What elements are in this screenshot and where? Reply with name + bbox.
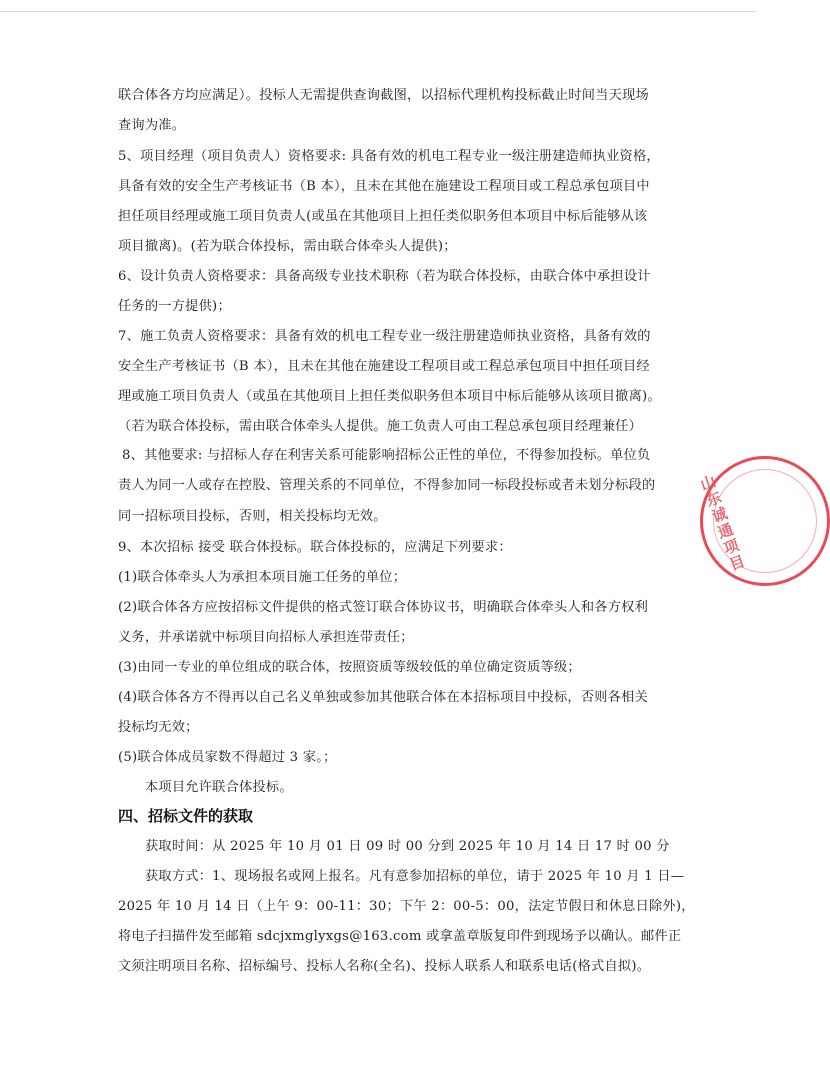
text-line: 项目撤离)。(若为联合体投标，需由联合体牵头人提供)； (118, 239, 457, 254)
text-line: (4)联合体各方不得再以自己名义单独或参加其他联合体在本招标项目中投标，否则各相关 (118, 690, 649, 705)
text-line: 5、项目经理（项目负责人）资格要求: 具备有效的机电工程专业一级注册建造师执业资格， (118, 149, 660, 164)
text-line: 9、本次招标 接受 联合体投标。联合体投标的，应满足下列要求： (118, 540, 512, 555)
text-line: 8、其他要求: 与招标人存在利害关系可能影响招标公正性的单位，不得参加投标。单位负 (122, 448, 651, 463)
text-line: 理或施工项目负责人（或虽在其他项目上担任类似职务但本项目中标后能够从该项目撤离)。 (118, 389, 661, 404)
section-heading: 四、招标文件的获取 (118, 807, 254, 825)
text-line: 担任项目经理或施工项目负责人(或虽在其他项目上担任类似职务但本项目中标后能够从该 (118, 209, 648, 224)
acquisition-line: 获取方式：1、现场报名或网上报名。凡有意参加招标的单位，请于 2025 年 10 月 1 日— (145, 869, 685, 884)
text-line: 本项目允许联合体投标。 (145, 780, 293, 795)
text-line: 同一招标项目投标，否则，相关投标均无效。 (118, 509, 387, 524)
acquisition-line: 2025 年 10 月 14 日（上午 9：00-11：30；下午 2：00-5：00，法定节假日和休息日除外)， (118, 899, 695, 914)
text-line: (5)联合体成员家数不得超过 3 家。； (118, 750, 337, 765)
text-line: 7、施工负责人资格要求：具备有效的机电工程专业一级注册建造师执业资格，具备有效的 (118, 329, 651, 344)
text-line: （若为联合体投标，需由联合体牵头人提供。施工负责人可由工程总承包项目经理兼任） (118, 419, 643, 434)
text-line: 6、设计负责人资格要求：具备高级专业技术职称（若为联合体投标，由联合体中承担设计 (118, 269, 651, 284)
page-top-border (0, 11, 756, 12)
acquisition-line: 将电子扫描件发至邮箱 sdcjxmglyxgs@163.com 或拿盖章版复印件到现场予以确认。邮件正 (118, 929, 682, 944)
text-line: 查询为准。 (118, 118, 186, 133)
text-line: 任务的一方提供)； (118, 299, 231, 314)
text-line: 安全生产考核证书（B 本），且未在其他在施建设工程项目或工程总承包项目中担任项目经 (118, 359, 650, 374)
red-seal-stamp (697, 456, 830, 586)
text-line: 具备有效的安全生产考核证书（B 本），且未在其他在施建设工程项目或工程总承包项目中 (118, 179, 650, 194)
acquisition-line: 获取时间：从 2025 年 10 月 01 日 09 时 00 分到 2025 年 10 月 14 日 17 时 00 分 (145, 839, 670, 854)
text-line: (2)联合体各方应按招标文件提供的格式签订联合体协议书，明确联合体牵头人和各方权利 (118, 600, 649, 615)
text-line: 义务，并承诺就中标项目向招标人承担连带责任； (118, 630, 414, 645)
seal-text: 山东诚通项目 (697, 472, 748, 575)
text-line: (1)联合体牵头人为承担本项目施工任务的单位； (118, 570, 407, 585)
text-line: (3)由同一专业的单位组成的联合体，按照资质等级较低的单位确定资质等级； (118, 660, 581, 675)
text-line: 联合体各方均应满足）。投标人无需提供查询截图，以招标代理机构投标截止时间当天现场 (118, 88, 649, 103)
acquisition-line: 文须注明项目名称、招标编号、投标人名称(全名)、投标人联系人和联系电话(格式自拟)。 (118, 959, 651, 974)
text-line: 投标均无效； (118, 720, 199, 735)
text-line: 责人为同一人或存在控股、管理关系的不同单位，不得参加同一标段投标或者未划分标段的 (118, 478, 656, 493)
